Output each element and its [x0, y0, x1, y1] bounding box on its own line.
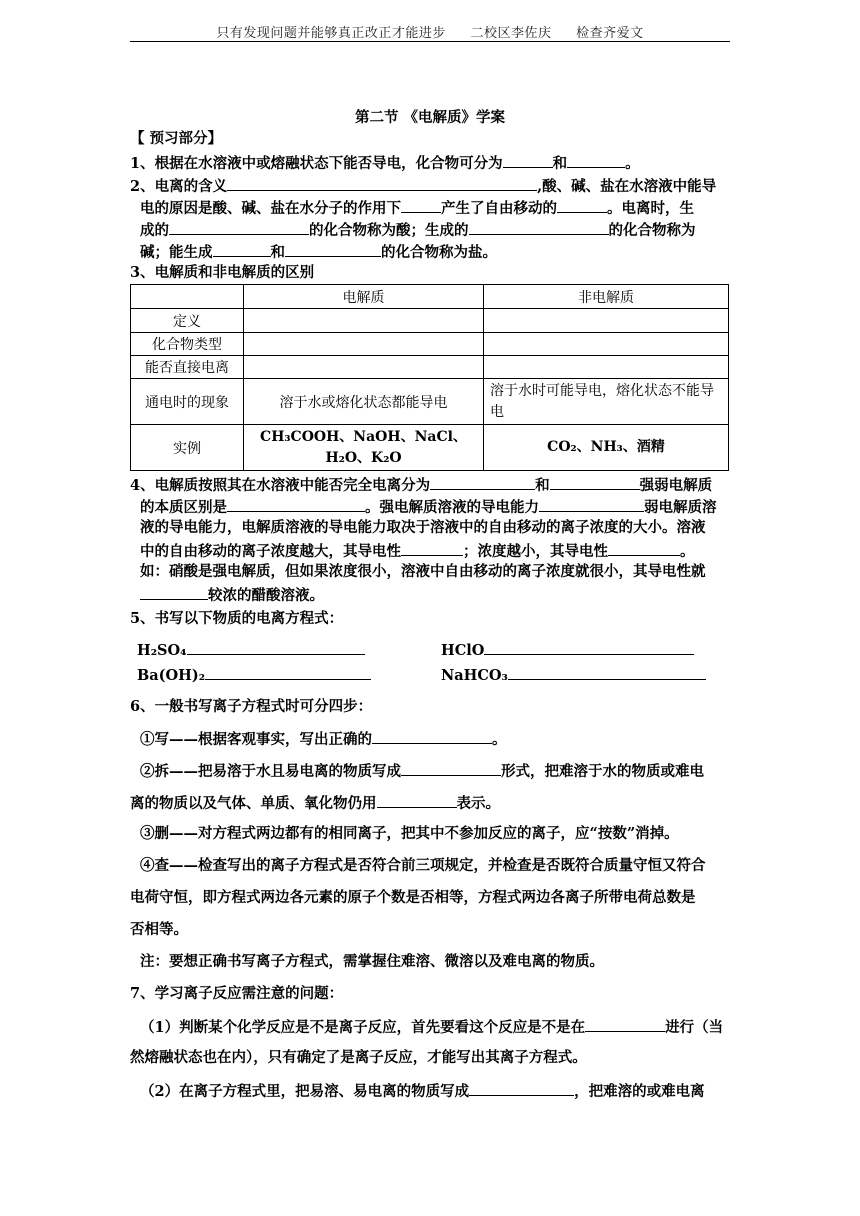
answer-blank[interactable]: [140, 584, 208, 600]
page-header: [130, 22, 730, 41]
answer-blank[interactable]: [401, 540, 463, 556]
table-cell[interactable]: [244, 356, 484, 379]
header-checker: 检查齐爱文: [576, 26, 644, 41]
answer-blank[interactable]: [372, 728, 492, 744]
step-check: ④查——检查写出的离子方程式是否符合前三项规定，并检查是否既符合质量守恒又符合: [140, 857, 706, 874]
answer-blank[interactable]: [401, 197, 441, 213]
answer-blank[interactable]: [469, 1080, 574, 1096]
question-7: 7、学习离子反应需注意的问题：: [130, 985, 344, 1002]
answer-blank[interactable]: [484, 640, 694, 655]
section-heading: 【 预习部分】: [130, 130, 223, 147]
answer-blank[interactable]: [539, 496, 644, 512]
table-row-label: 通电时的现象: [131, 379, 244, 425]
answer-blank[interactable]: [608, 540, 680, 556]
answer-blank[interactable]: [187, 640, 365, 655]
table-header: 非电解质: [484, 285, 729, 309]
answer-blank[interactable]: [503, 152, 553, 168]
answer-blank[interactable]: [213, 241, 271, 257]
question-2-line-4: 碱；能生成 和 的化合物称为盐。: [140, 241, 497, 263]
step-delete: ③删——对方程式两边都有的相同离子，把其中不参加反应的离子，应“按数”消掉。: [140, 825, 679, 842]
answer-blank[interactable]: [227, 175, 537, 191]
question-1: 1、根据在水溶液中或熔融状态下能否导电，化合物可分为 和 。: [130, 152, 640, 174]
point-1: （1）判断某个化学反应是不是离子反应，首先要看这个反应是不是在 进行（当: [140, 1016, 723, 1038]
answer-blank[interactable]: [430, 474, 535, 490]
step-split-cont: 离的物质以及气体、单质、氧化物仍用 表示。: [130, 792, 500, 814]
page-title: 第二节 《电解质》学案: [354, 109, 506, 126]
answer-blank[interactable]: [285, 241, 381, 257]
question-5: 5、书写以下物质的电离方程式：: [130, 610, 344, 627]
question-2-line-1: 2、电离的含义 ,酸、碱、盐在水溶液中能导: [130, 175, 716, 197]
table-row: [131, 285, 729, 309]
table-row: [131, 425, 729, 471]
table-row: [131, 379, 729, 425]
question-4-line-1: 4、电解质按照其在水溶液中能否完全电离分为 和 强弱电解质: [130, 474, 712, 496]
answer-blank[interactable]: [205, 665, 371, 680]
table-cell: 溶于水或熔化状态都能导电: [244, 379, 484, 425]
table-cell[interactable]: [484, 333, 729, 356]
question-6: 6、一般书写离子方程式时可分四步：: [130, 698, 373, 715]
point-1-cont: 然熔融状态也在内），只有确定了是离子反应，才能写出其离子方程式。: [130, 1049, 587, 1066]
table-row-label: 定义: [131, 309, 244, 333]
answer-blank[interactable]: [469, 219, 609, 235]
comparison-table: [130, 284, 729, 471]
question-4-line-4: 中的自由移动的离子浓度越大，其导电性 ；浓度越小，其导电性 。: [140, 540, 695, 562]
formula-h2so4: H₂SO₄: [137, 640, 365, 659]
step-check-cont-1: 电荷守恒，即方程式两边各元素的原子个数是否相等，方程式两边各离子所带电荷总数是: [130, 889, 696, 906]
step-check-cont-2: 否相等。: [130, 921, 188, 938]
question-4-line-3: 液的导电能力，电解质溶液的导电能力取决于溶液中的自由移动的离子浓度的大小。溶液: [140, 519, 706, 536]
table-cell[interactable]: [244, 333, 484, 356]
answer-blank[interactable]: [550, 474, 640, 490]
table-cell: CH₃COOH、NaOH、NaCl、H₂O、K₂O: [244, 425, 484, 471]
note: 注：要想正确书写离子方程式，需掌握住难溶、微溶以及难电离的物质。: [140, 953, 604, 970]
table-cell[interactable]: [484, 356, 729, 379]
question-4-line-2: 的本质区别是 。强电解质溶液的导电能力 弱电解质溶: [140, 496, 717, 518]
header-rule: [130, 41, 730, 42]
table-cell[interactable]: [484, 309, 729, 333]
answer-blank[interactable]: [401, 760, 501, 776]
step-write: ①写——根据客观事实，写出正确的 。: [140, 728, 507, 750]
table-cell: CO₂、NH₃、酒精: [484, 425, 729, 471]
table-row-label: 化合物类型: [131, 333, 244, 356]
answer-blank[interactable]: [377, 792, 457, 808]
table-row: [131, 309, 729, 333]
formula-nahco3: NaHCO₃: [441, 665, 706, 684]
question-2-line-2: 电的原因是酸、碱、盐在水分子的作用下 产生了自由移动的 。电离时，生: [140, 197, 694, 219]
question-4-line-5: 如：硝酸是强电解质，但如果浓度很小，溶液中自由移动的离子浓度就很小，其导电性就: [140, 563, 706, 580]
step-split: ②拆——把易溶于水且易电离的物质写成 形式，把难溶于水的物质或难电: [140, 760, 704, 782]
answer-blank[interactable]: [557, 197, 607, 213]
question-3: 3、电解质和非电解质的区别: [130, 264, 315, 281]
table-cell: [131, 285, 244, 309]
question-2-line-3: 成的 的化合物称为酸；生成的 的化合物称为: [140, 219, 696, 241]
question-4-line-6: 较浓的醋酸溶液。: [140, 584, 324, 606]
answer-blank[interactable]: [585, 1016, 665, 1032]
table-row: [131, 356, 729, 379]
table-cell: 溶于水时可能导电，熔化状态不能导电: [484, 379, 729, 425]
formula-baoh2: Ba(OH)₂: [137, 665, 371, 684]
answer-blank[interactable]: [169, 219, 309, 235]
answer-blank[interactable]: [567, 152, 625, 168]
header-school: 二校区李佐庆: [470, 26, 552, 41]
formula-hclo: HClO: [441, 640, 694, 659]
table-row: [131, 333, 729, 356]
table-cell[interactable]: [244, 309, 484, 333]
table-header: 电解质: [244, 285, 484, 309]
header-motto: 只有发现问题并能够真正改正才能进步: [216, 26, 446, 41]
answer-blank[interactable]: [227, 496, 365, 512]
point-2: （2）在离子方程式里，把易溶、易电离的物质写成 ，把难溶的或难电离: [140, 1080, 705, 1102]
table-row-label: 能否直接电离: [131, 356, 244, 379]
table-row-label: 实例: [131, 425, 244, 471]
answer-blank[interactable]: [508, 665, 706, 680]
